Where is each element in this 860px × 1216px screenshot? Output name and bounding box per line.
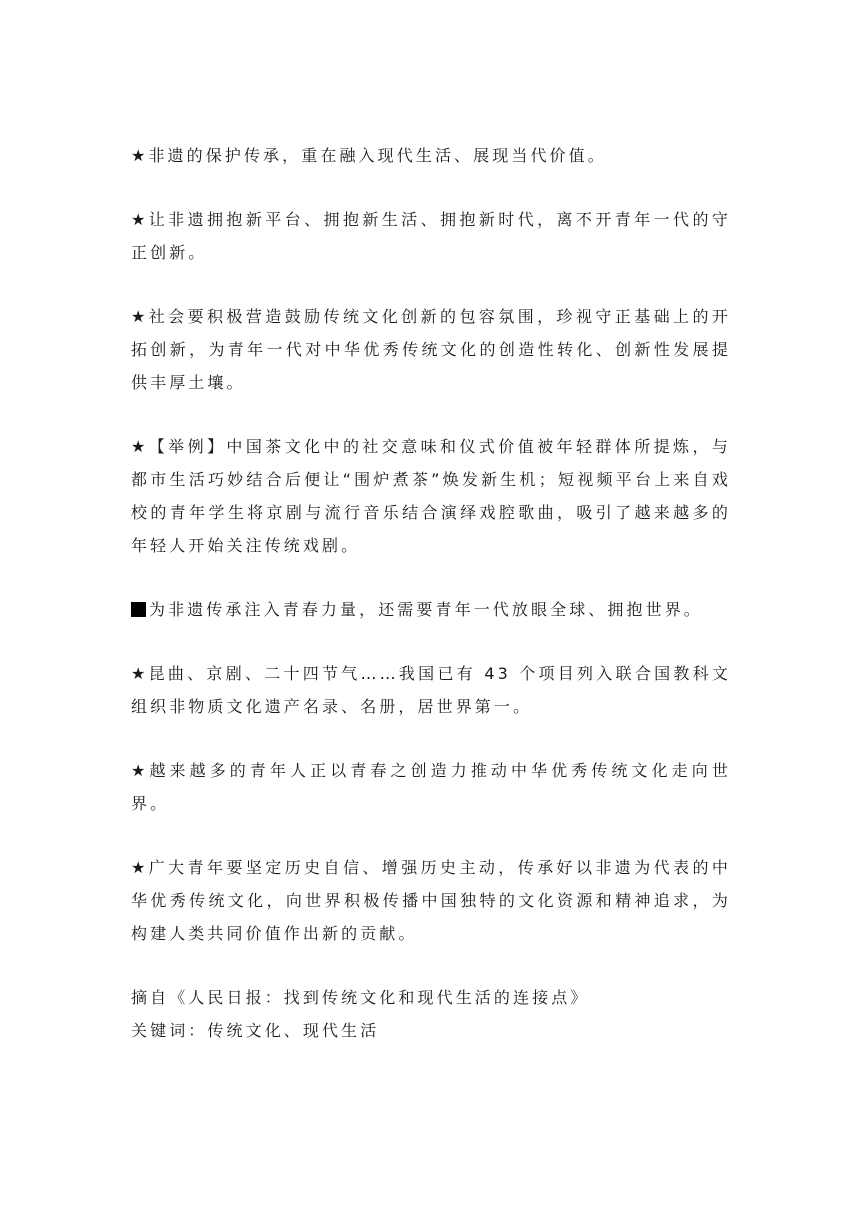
paragraph-3 <box>131 300 731 399</box>
star-icon: ★ <box>131 146 149 165</box>
paragraph-text: 广大青年要坚定历史自信、增强历史主动，传承好以非遗为代表的中华优秀传统文化，向世界积极传播中国独特的文化资源和精神追求，为构建人类共同价值作出新的贡献。 <box>131 858 731 943</box>
star-icon: ★ <box>131 210 149 229</box>
paragraph-7 <box>131 754 731 820</box>
paragraph-text: 越来越多的青年人正以青春之创造力推动中华优秀传统文化走向世界。 <box>131 761 731 813</box>
paragraph-6 <box>131 657 731 723</box>
keywords-line: 关键词：传统文化、现代生活 <box>131 1021 380 1040</box>
paragraph-2 <box>131 203 731 269</box>
star-icon: ★ <box>131 307 149 326</box>
paragraph-4 <box>131 430 731 562</box>
paragraph-text: 让非遗拥抱新平台、拥抱新生活、拥抱新时代，离不开青年一代的守正创新。 <box>131 210 731 262</box>
article-body <box>131 139 731 1047</box>
paragraph-1 <box>131 139 731 172</box>
star-icon: ★ <box>131 761 150 780</box>
paragraph-text: 昆曲、京剧、二十四节气……我国已有 43 个项目列入联合国教科文组织非物质文化遗产名录、名册，居世界第一。 <box>131 664 732 716</box>
source-citation: 摘自《人民日报：找到传统文化和现代生活的连接点》 <box>131 988 590 1007</box>
star-icon: ★ <box>131 664 149 683</box>
star-icon: ★ <box>131 858 149 877</box>
star-icon: ★ <box>131 437 149 456</box>
black-square-icon <box>131 602 146 617</box>
paragraph-text: 非遗的保护传承，重在融入现代生活、展现当代价值。 <box>148 146 607 165</box>
paragraph-text: 社会要积极营造鼓励传统文化创新的包容氛围，珍视守正基础上的开拓创新，为青年一代对中华优秀传统文化的创造性转化、创新性发展提供丰厚土壤。 <box>131 307 731 392</box>
paragraph-8 <box>131 851 731 950</box>
paragraph-5 <box>131 593 731 626</box>
paragraph-text: 【举例】中国茶文化中的社交意味和仪式价值被年轻群体所提炼，与都市生活巧妙结合后便让“围炉煮茶”焕发新生机；短视频平台上来自戏校的青年学生将京剧与流行音乐结合演绎戏腔歌曲，吸引了越来越多的年轻人开始关注传统戏剧。 <box>131 437 731 555</box>
paragraph-text: 为非遗传承注入青春力量，还需要青年一代放眼全球、拥抱世界。 <box>149 600 703 619</box>
